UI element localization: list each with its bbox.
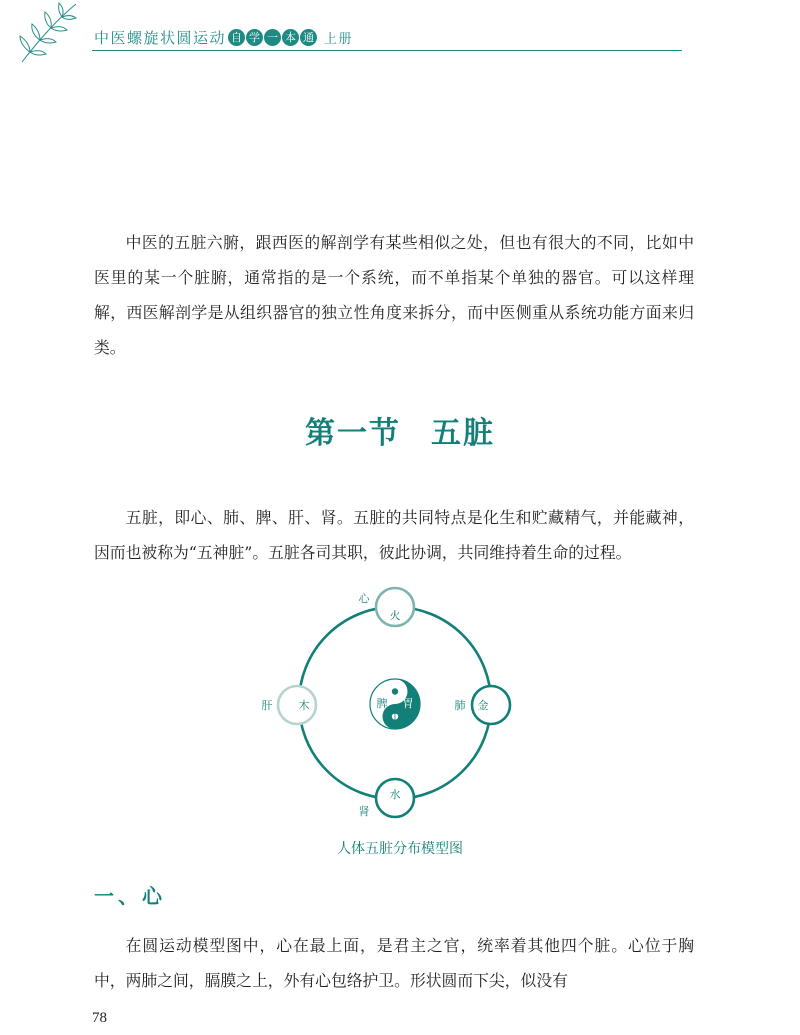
diagram-caption: 人体五脏分布模型图 [337,841,463,857]
spleen-label: 脾 [376,697,388,710]
title-badge: 学 [246,29,263,46]
earth-element-label: 土 [389,709,401,722]
page-number: 78 [92,1010,107,1026]
subsection-heading: 一、心 [94,884,166,908]
fire-element-label: 火 [389,609,401,622]
title-badge: 本 [282,29,299,46]
title-badge: 自 [228,29,245,46]
section-name: 五脏 [431,416,495,451]
wuzang-paragraph: 五脏，即心、肺、脾、肝、肾。五脏的共同特点是化生和贮藏精气，并能藏神，因而也被称为“五神脏”。五脏各司其职，彼此协调，共同维持着生命的过程。 [94,508,694,562]
lung-organ-label: 肺 [454,699,466,712]
book-title: 中医螺旋状圆运动 [94,28,227,47]
section-label: 第一节 [305,416,401,451]
running-header [94,27,353,47]
title-badge: 通 [300,29,317,46]
heart-organ-label: 心 [358,592,370,605]
wood-element-label: 木 [298,699,310,712]
intro-paragraph: 中医的五脏六腑，跟西医的解剖学有某些相似之处，但也有很大的不同，比如中医里的某一个脏腑，通常指的是一个系统，而不单指某个单独的器官。可以这样理解，西医解剖学是从组织器官的独立性角度来拆分，而中医侧重从系统功能方面来归类。 [94,233,694,357]
heart-paragraph: 在圆运动模型图中，心在最上面，是君主之官，统率着其他四个脏。心位于胸中，两肺之间，膈膜之上，外有心包络护卫。形状圆而下尖，似没有 [94,936,694,990]
title-badge: 一 [264,29,281,46]
leaf-branch-icon [14,0,84,66]
water-element-label: 水 [389,788,401,801]
five-organs-diagram [250,585,540,835]
header-divider [92,50,682,51]
stomach-label: 胃 [402,697,414,710]
kidney-organ-label: 肾 [358,805,370,818]
liver-organ-label: 肝 [261,699,273,712]
volume-label: 上册 [324,31,354,47]
title-badges [228,29,318,46]
section-title [0,408,800,452]
metal-element-label: 金 [477,699,489,712]
wood-node [278,686,316,724]
